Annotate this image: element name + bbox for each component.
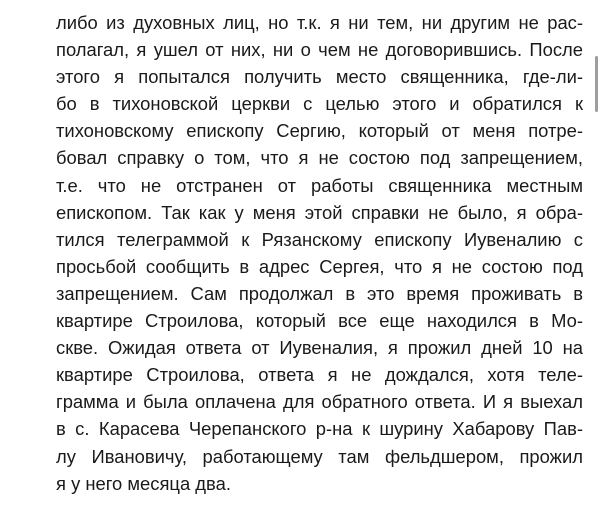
text-line: т.е. что не отстранен от работы священника местным	[56, 174, 583, 196]
text-line: епископом. Так как у меня этой справки не было, я обра-	[56, 201, 583, 223]
text-line: бовал справку о том, что я не состою под запрещением,	[56, 147, 583, 169]
text-line: этого я попытался получить место священника, где-ли-	[56, 66, 583, 88]
text-line: квартире Строилова, который все еще находился в Мо-	[56, 310, 583, 332]
text-line: скве. Ожидая ответа от Иувеналия, я прожил дней 10 на	[56, 337, 583, 359]
text-line: бо в тихоновской церкви с целью этого и обратился к	[56, 93, 583, 115]
text-line: полагал, я ушел от них, ни о чем не договорившись. После	[56, 39, 583, 61]
text-line: тился телеграммой к Рязанскому епископу Иувеналию с	[56, 228, 583, 250]
text-line: просьбой сообщить в адрес Сергея, что я не состою под	[56, 255, 583, 277]
text-line: запрещением. Сам продолжал в это время проживать в	[56, 282, 583, 304]
text-line: квартире Строилова, ответа я не дождался, хотя теле-	[56, 364, 583, 386]
text-line: я у него месяца два.	[56, 472, 231, 494]
text-line: грамма и была оплачена для обратного ответа. И я выехал	[56, 391, 583, 413]
text-line: лу Ивановичу, работающему там фельдшером, прожил	[56, 445, 583, 467]
text-line: в с. Карасева Черепанского р-на к шурину Хабарову Пав-	[56, 418, 583, 440]
scrollbar-thumb[interactable]	[595, 56, 598, 112]
text-line: тихоновскому епископу Сергию, который от меня потре-	[56, 120, 583, 142]
text-line: либо из духовных лиц, но т.к. я ни тем, ни другим не рас-	[56, 12, 583, 33]
document-text	[56, 9, 583, 497]
